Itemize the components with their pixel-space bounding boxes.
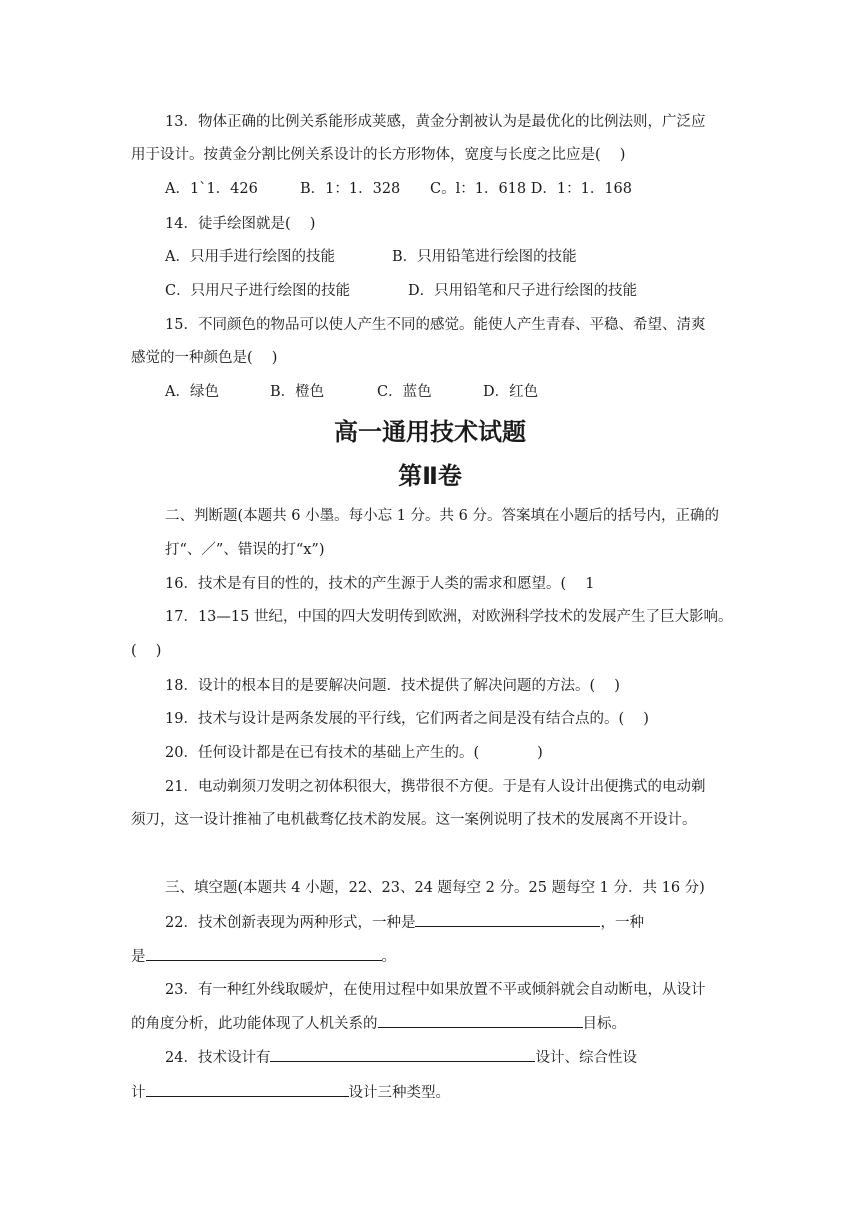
- q23-line-1: 23．有一种红外线取暖炉，在使用过程中如果放置不平或倾斜就会自动断电，从设计: [165, 982, 706, 998]
- q24-text-d: 设计三种类型。: [348, 1085, 450, 1101]
- section3-intro: 三、填空题(本题共 4 小题，22、23、24 题每空 2 分。25 题每空 1 分．共 16 分): [165, 880, 705, 896]
- q22-text-d: 。: [381, 949, 396, 965]
- q24-text-a: 24．技术设计有: [165, 1050, 271, 1066]
- q24-blank-2[interactable]: [146, 1082, 349, 1097]
- q13-option-b: B．1：1．328: [300, 181, 401, 197]
- exam-subtitle: 第Ⅱ卷: [398, 462, 462, 490]
- q20: 20．任何设计都是在已有技术的基础上产生的。( ): [165, 745, 543, 761]
- q23-blank[interactable]: [378, 1013, 583, 1028]
- q23-text-b: 目标。: [582, 1016, 626, 1032]
- exam-title: 高一通用技术试题: [334, 418, 526, 446]
- q15-option-c: C．蓝色: [377, 384, 432, 400]
- q21-line-2: 须刀，这一设计推袖了电机截骛亿技术韵发展。这一案例说明了技术的发展离不开设计。: [131, 812, 697, 828]
- q14-option-d: D．只用铅笔和尺子进行绘图的技能: [408, 283, 638, 299]
- q22-line-1: [165, 912, 644, 933]
- q15-line-2: 感觉的一种颜色是( ): [131, 350, 278, 366]
- q13-line-1: 13．物体正确的比例关系能形成荚感，黄金分割被认为是最优化的比例法则，广泛应: [165, 114, 706, 130]
- q22-text-c: 是: [131, 949, 146, 965]
- q15-option-d: D．红色: [483, 384, 539, 400]
- q15-option-b: B．橙色: [270, 384, 325, 400]
- q22-text-b: ，一种: [600, 915, 644, 931]
- q16: 16．技术是有目的性的，技术的产生源于人类的需求和愿望。( 1: [165, 576, 595, 592]
- q23-line-2: [131, 1013, 626, 1034]
- q17-line-2: ( ): [131, 643, 162, 659]
- q24-text-c: 计: [131, 1085, 146, 1101]
- q24-line-1: [165, 1047, 637, 1068]
- q22-line-2: [131, 946, 396, 967]
- q24-line-2: [131, 1082, 450, 1103]
- q14-option-b: B．只用铅笔进行绘图的技能: [392, 249, 577, 265]
- q21-line-1: 21．电动剃须刀发明之初体积很大，携带很不方便。于是有人设计出便携式的电动剃: [165, 779, 706, 795]
- q24-text-b: 设计、综合性设: [535, 1050, 637, 1066]
- section2-intro-line-1: 二、判断题(本题共 6 小墨。每小忘 1 分。共 6 分。答案填在小题后的括号内，正确的: [165, 508, 719, 524]
- q13-option-cd: C。l：1．618 D．1：1．168: [430, 181, 632, 197]
- q13-line-2: 用于设计。按黄金分割比例关系设计的长方形物体，宽度与长度之比应是( ): [131, 147, 626, 163]
- q18: 18．设计的根本目的是要解决问题．技术提供了解决问题的方法。( ): [165, 678, 620, 694]
- q14-stem: 14．徒手绘图就是( ): [165, 216, 316, 232]
- q17-line-1: 17．13—15 世纪，中国的四大发明传到欧洲，对欧洲科学技术的发展产生了巨大影响。: [165, 609, 733, 625]
- section2-intro-line-2: 打“、／”、错误的打“x”): [165, 542, 325, 558]
- q13-option-a: A．1`1．426: [165, 181, 258, 197]
- q22-blank-1[interactable]: [415, 912, 600, 927]
- q22-text-a: 22．技术创新表现为两种形式，一种是: [165, 915, 416, 931]
- q23-text-a: 的角度分析，此功能体现了人机关系的: [131, 1016, 378, 1032]
- q19: 19．技术与设计是两条发展的平行线，它们两者之间是没有结合点的。( ): [165, 711, 649, 727]
- q22-blank-2[interactable]: [146, 946, 382, 961]
- q14-option-c: C．只用尺子进行绘图的技能: [165, 283, 351, 299]
- q15-option-a: A．绿色: [165, 384, 219, 400]
- q24-blank-1[interactable]: [270, 1047, 535, 1062]
- q14-option-a: A．只用手进行绘图的技能: [165, 249, 335, 265]
- q15-line-1: 15．不同颜色的物品可以使人产生不同的感觉。能使人产生青春、平稳、希望、清爽: [165, 317, 706, 333]
